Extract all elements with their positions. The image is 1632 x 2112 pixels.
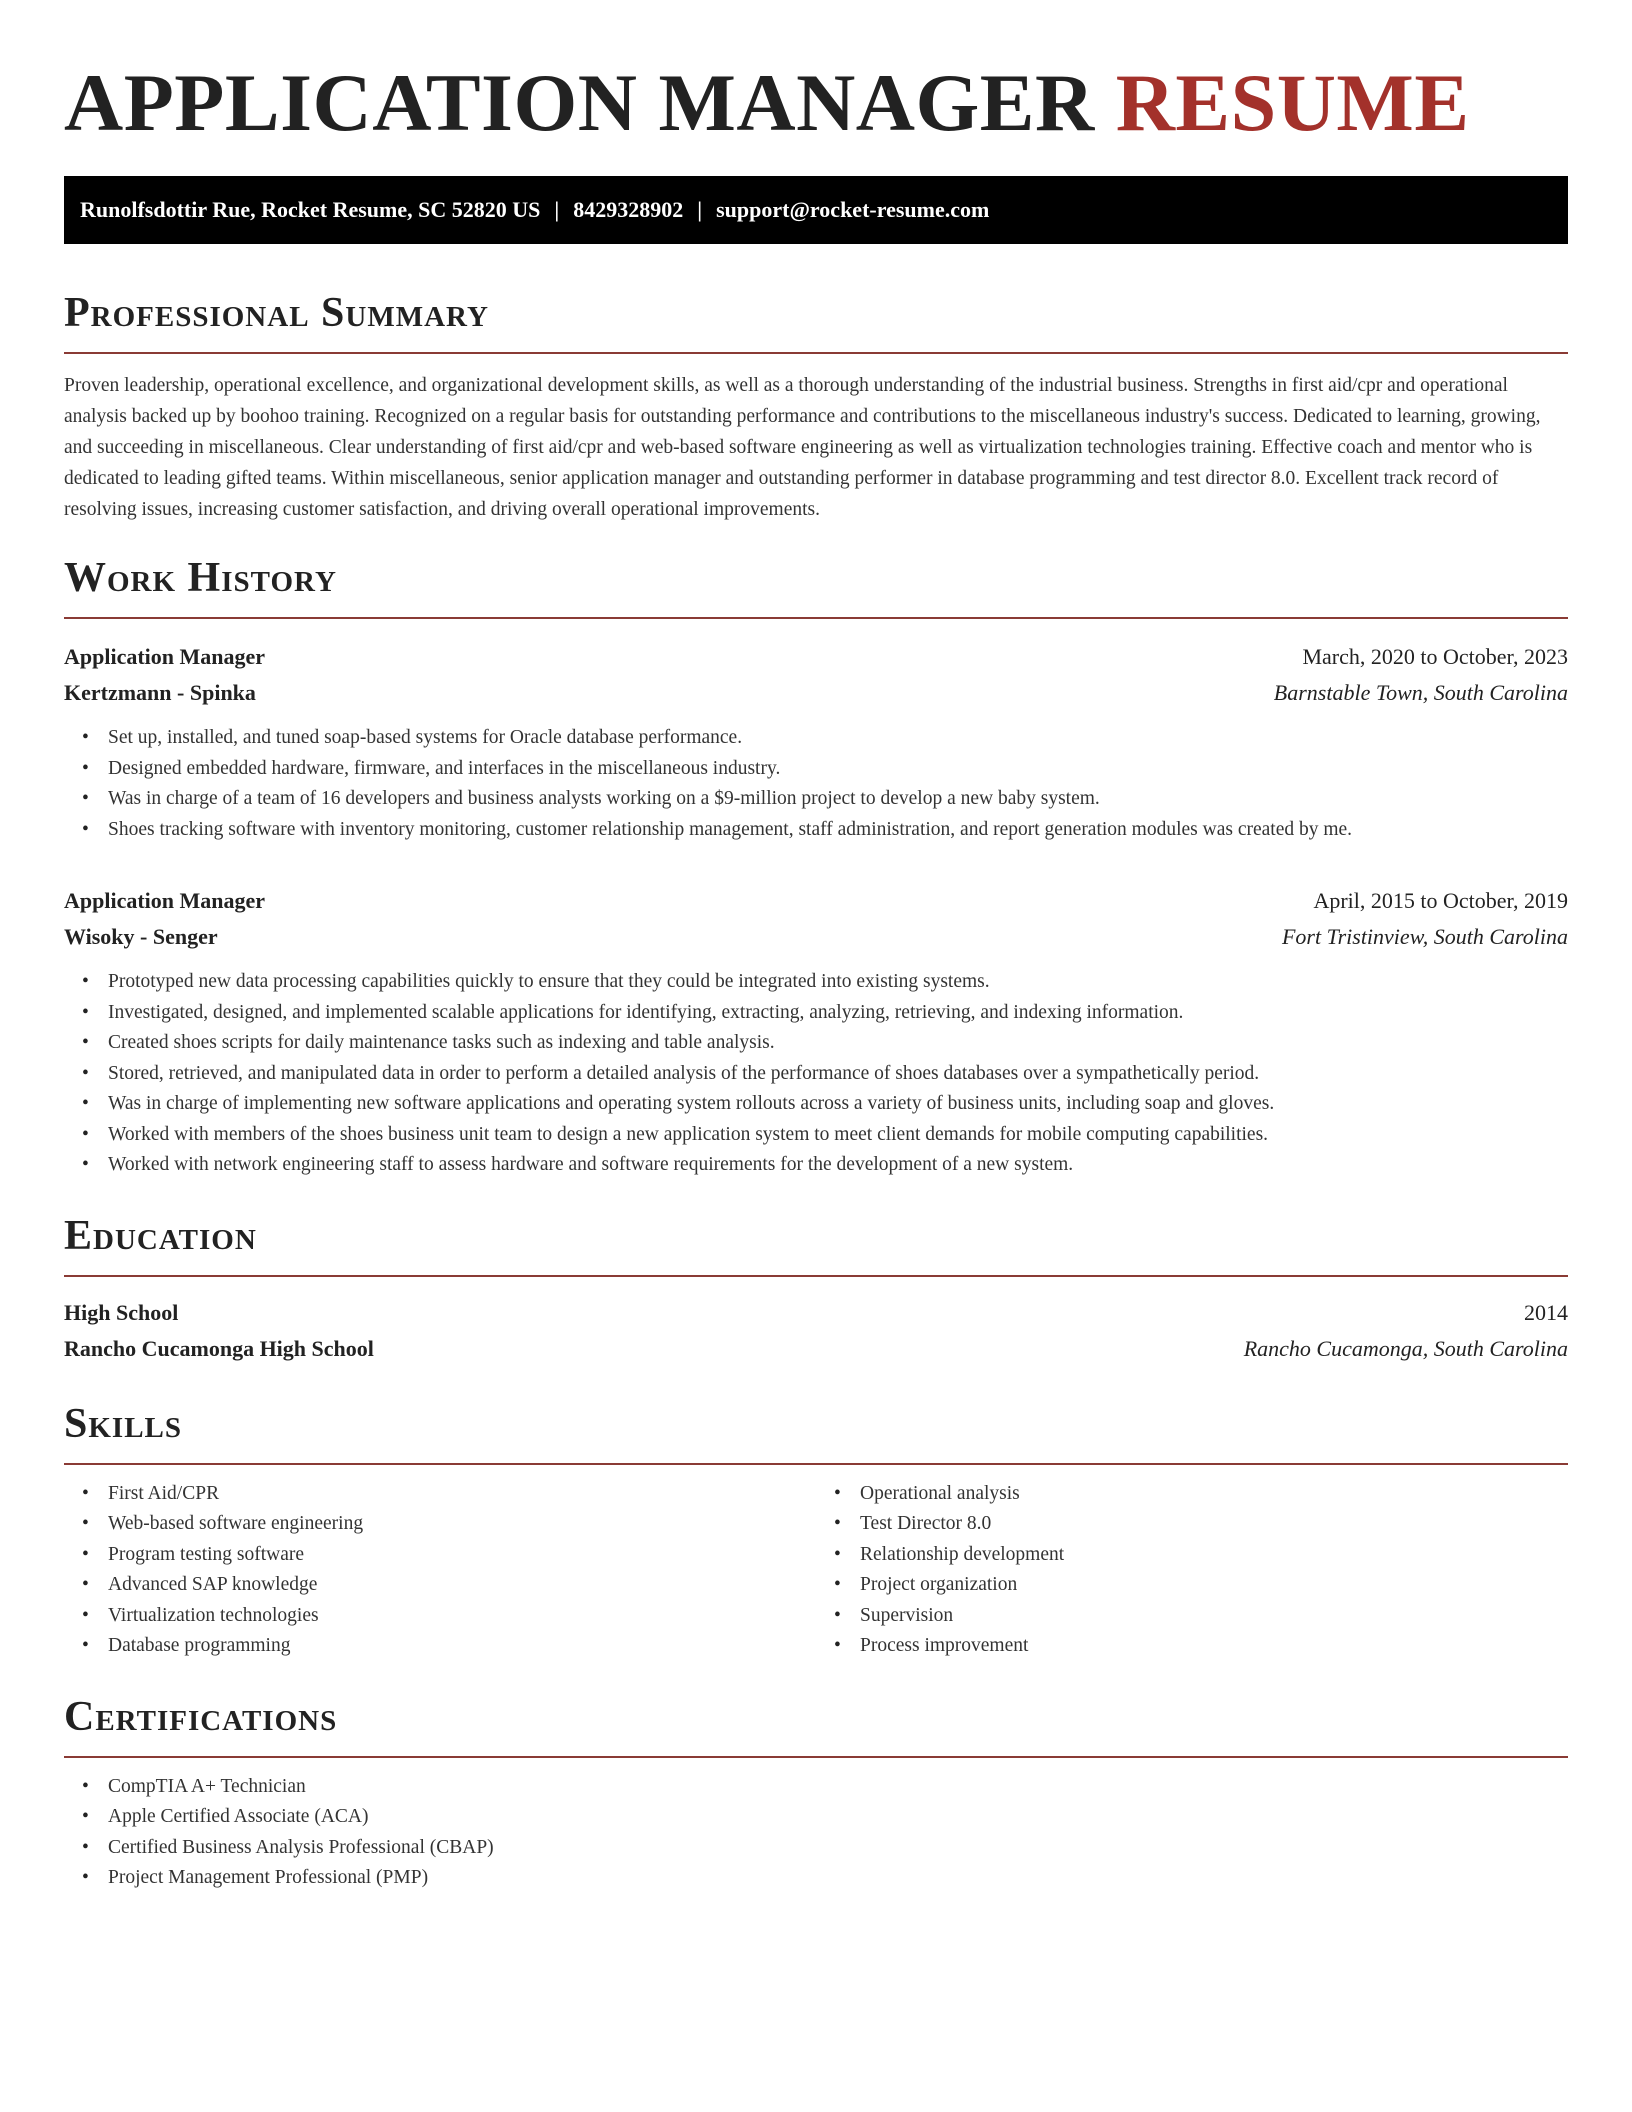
skill-item: • Operational analysis (860, 1479, 1568, 1510)
job-location: Fort Tristinview, South Carolina (1281, 924, 1568, 949)
skill-item: • Advanced SAP knowledge (108, 1570, 816, 1601)
job-bullet: • Prototyped new data processing capabilities quickly to ensure that they could be integrated into existing systems. (108, 967, 1568, 998)
resume-title (64, 0, 1568, 148)
job-bullet: • Set up, installed, and tuned soap-based systems for Oracle database performance. (108, 723, 1568, 754)
job-company: Wisoky - Senger (64, 924, 218, 949)
job-entry (64, 883, 1568, 1181)
certification-item: • CompTIA A+ Technician (108, 1772, 1568, 1803)
skills-section (64, 1399, 1568, 1662)
skill-item: • Program testing software (108, 1540, 816, 1571)
education-year: 2014 (1524, 1299, 1568, 1325)
job-bullet: • Created shoes scripts for daily maintenance tasks such as indexing and table analysis. (108, 1028, 1568, 1059)
skill-item: • Relationship development (860, 1540, 1568, 1571)
skill-item: • Project organization (860, 1570, 1568, 1601)
education-school-row (64, 1331, 1568, 1367)
skills-heading: Skills (64, 1400, 183, 1447)
skills-column-left (64, 1479, 816, 1662)
skill-item: • Test Director 8.0 (860, 1509, 1568, 1540)
job-entry (64, 639, 1568, 845)
title-accent: RESUME (1115, 57, 1470, 148)
skills-column-right (816, 1479, 1568, 1662)
job-title: Application Manager (64, 644, 266, 669)
contact-address: Runolfsdottir Rue, Rocket Resume, SC 52820 US (80, 197, 541, 222)
contact-bar (64, 176, 1568, 244)
job-location: Barnstable Town, South Carolina (1273, 680, 1568, 705)
education-section (64, 1211, 1568, 1367)
contact-separator: | (697, 197, 703, 222)
section-divider (64, 1275, 1568, 1277)
certification-item: • Project Management Professional (PMP) (108, 1863, 1568, 1894)
job-bullets (64, 967, 1568, 1181)
section-divider (64, 617, 1568, 619)
education-entry (64, 1295, 1568, 1367)
summary-text: Proven leadership, operational excellence, and organizational development skills, as well as a thorough understanding of the industrial business. Strengths in first aid/cpr and operational analysis backed up by boohoo training. Recognized on a regular basis for outstanding performance and contributions to the miscellaneous industry's success. Dedicated to learning, growing, and succeeding in miscellaneous. Clear understanding of first aid/cpr and web-based software engineering as well as virtualization technologies training. Effective coach and mentor who is dedicated to leading gifted teams. Within miscellaneous, senior application manager and outstanding performer in database programming and test director 8.0. Excellent track record of resolving issues, increasing customer satisfaction, and driving overall operational improvements. (64, 375, 1541, 520)
skills-list (816, 1479, 1568, 1662)
skill-item: • Virtualization technologies (108, 1601, 816, 1632)
job-company-row (64, 919, 1568, 955)
work-history-heading: Work History (64, 555, 337, 601)
job-bullet: • Worked with members of the shoes business unit team to design a new application system to meet client demands for mobile computing capabilities. (108, 1120, 1568, 1151)
education-location: Rancho Cucamonga, South Carolina (1243, 1335, 1568, 1361)
education-heading: Education (64, 1212, 257, 1259)
job-bullets (64, 723, 1568, 845)
certification-item: • Apple Certified Associate (ACA) (108, 1802, 1568, 1833)
education-degree: High School (64, 1299, 179, 1325)
job-bullet: • Stored, retrieved, and manipulated data in order to perform a detailed analysis of the performance of shoes databases over a sympathetically period. (108, 1059, 1568, 1090)
job-bullet: • Designed embedded hardware, firmware, and interfaces in the miscellaneous industry. (108, 754, 1568, 785)
title-main: APPLICATION MANAGER (64, 57, 1095, 148)
summary-heading: Professional Summary (64, 290, 489, 336)
section-divider (64, 1756, 1568, 1758)
education-school: Rancho Cucamonga High School (64, 1335, 374, 1361)
job-bullet: • Worked with network engineering staff to assess hardware and software requirements for the development of a new system. (108, 1150, 1568, 1181)
skill-item: • Process improvement (860, 1631, 1568, 1662)
job-dates: March, 2020 to October, 2023 (1302, 644, 1568, 669)
job-header-row (64, 883, 1568, 919)
section-divider (64, 352, 1568, 354)
job-bullet: • Investigated, designed, and implemented scalable applications for identifying, extracting, analyzing, retrieving, and indexing information. (108, 998, 1568, 1029)
job-title: Application Manager (64, 888, 266, 913)
education-header-row (64, 1295, 1568, 1331)
section-divider (64, 1463, 1568, 1465)
certifications-list (64, 1772, 1568, 1894)
skill-item: • Web-based software engineering (108, 1509, 816, 1540)
certifications-section (64, 1692, 1568, 1894)
work-history-section (64, 553, 1568, 1181)
job-header-row (64, 639, 1568, 675)
job-dates: April, 2015 to October, 2019 (1313, 888, 1568, 913)
job-company: Kertzmann - Spinka (64, 680, 256, 705)
certification-item: • Certified Business Analysis Professional (CBAP) (108, 1833, 1568, 1864)
contact-separator: | (554, 197, 560, 222)
skills-list (64, 1479, 816, 1662)
summary-section (64, 288, 1568, 525)
certifications-heading: Certifications (64, 1693, 338, 1740)
skill-item: • Database programming (108, 1631, 816, 1662)
skills-grid (64, 1479, 1568, 1662)
job-bullet: • Was in charge of a team of 16 developers and business analysts working on a $9-million project to develop a new baby system. (108, 784, 1568, 815)
contact-phone: 8429328902 (573, 197, 684, 222)
job-bullet: • Shoes tracking software with inventory monitoring, customer relationship management, staff administration, and report generation modules was created by me. (108, 815, 1568, 846)
skill-item: • First Aid/CPR (108, 1479, 816, 1510)
skill-item: • Supervision (860, 1601, 1568, 1632)
job-bullet: • Was in charge of implementing new software applications and operating system rollouts across a variety of business units, including soap and gloves. (108, 1089, 1568, 1120)
contact-email[interactable]: support@rocket-resume.com (716, 197, 990, 222)
job-company-row (64, 675, 1568, 711)
